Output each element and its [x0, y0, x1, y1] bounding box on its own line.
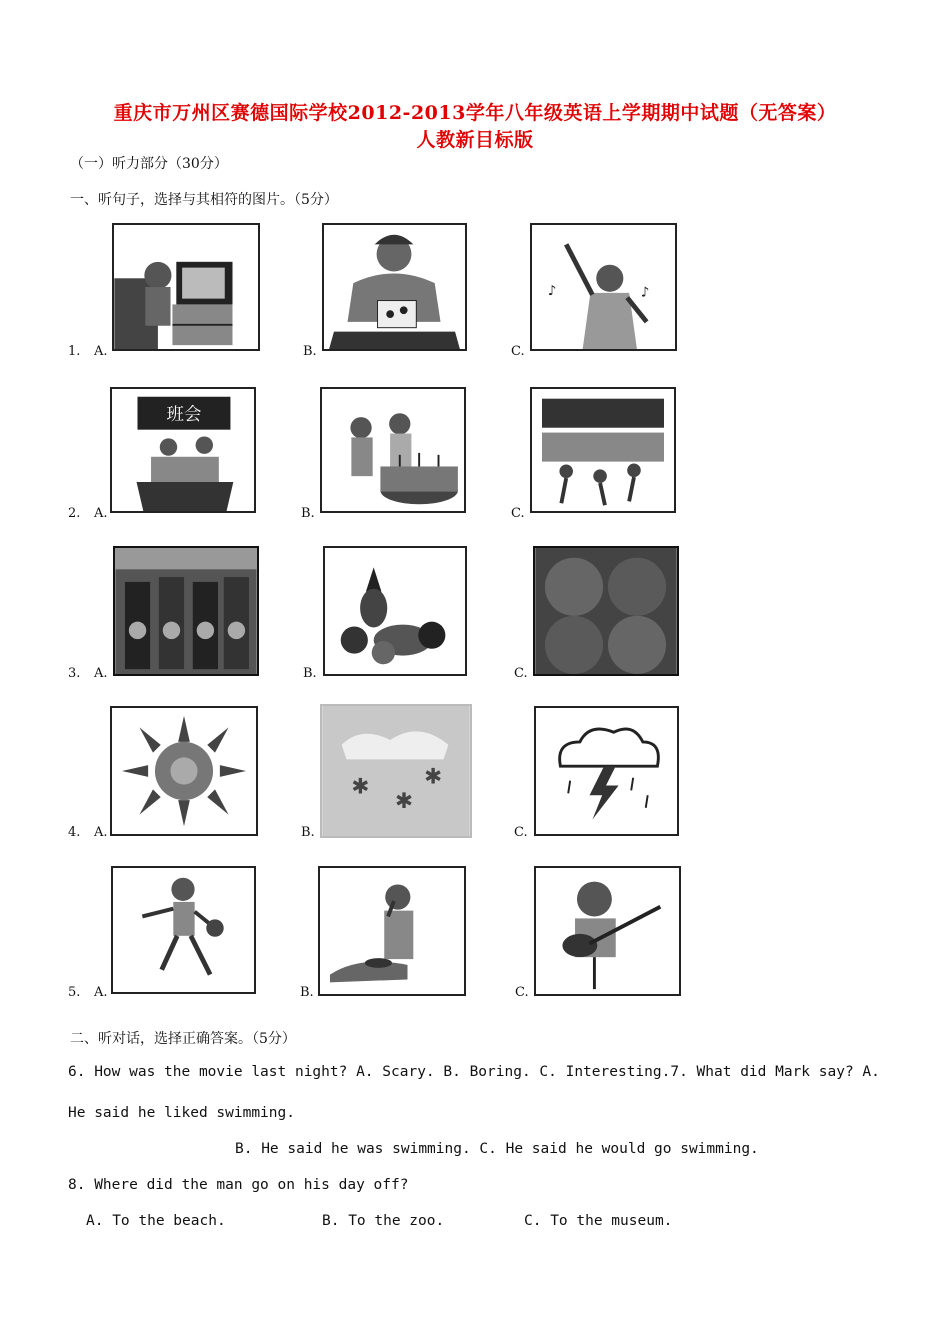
picture-4c: [534, 706, 679, 836]
part2-heading: 二、听对话，选择正确答案。（5分）: [70, 1031, 296, 1047]
picture-5b: [318, 866, 466, 996]
class-meeting-banner-text: 班会: [166, 404, 202, 425]
question-6-and-7: 6. How was the movie last night? A. Scary. B. Boring. C. Interesting.7. What did Mark say? A.: [68, 1064, 880, 1080]
row-4-option-b: B.: [301, 825, 315, 840]
picture-5c: [534, 866, 681, 996]
row-4-option-c: C.: [514, 825, 528, 840]
row-4-option-a: A.: [94, 825, 108, 840]
question-7-options-b-c: B. He said he was swimming. C. He said he would go swimming.: [235, 1141, 759, 1157]
picture-2a: [110, 387, 256, 513]
picture-2b: [320, 387, 466, 513]
svg-text:♪: ♪: [547, 282, 557, 299]
question-7-option-a: He said he liked swimming.: [68, 1105, 295, 1121]
row-5-option-b: B.: [300, 985, 314, 1000]
part1-heading: 一、听句子，选择与其相符的图片。（5分）: [70, 192, 338, 208]
section-listening: （一）听力部分（30分）: [70, 156, 228, 172]
question-8-option-a: A. To the beach.: [86, 1213, 226, 1229]
row-2-option-a: A.: [94, 506, 108, 521]
row-5-option-c: C.: [515, 985, 529, 1000]
svg-text:✱: ✱: [351, 774, 370, 800]
paper-title-line-2: 人教新目标版: [416, 129, 534, 151]
row-3-option-c: C.: [514, 666, 528, 681]
row-3-option-b: B.: [303, 666, 317, 681]
row-1-option-b: B.: [303, 344, 317, 359]
svg-text:♪: ♪: [640, 284, 650, 301]
picture-3b: [323, 546, 467, 676]
question-8-option-c: C. To the museum.: [524, 1213, 673, 1229]
question-8: 8. Where did the man go on his day off?: [68, 1177, 409, 1193]
svg-text:✱: ✱: [395, 788, 413, 814]
row-1-option-a: A.: [94, 344, 108, 359]
row-5-number: 5.: [68, 985, 81, 1000]
row-3-option-a: A.: [94, 666, 108, 681]
picture-5a: [111, 866, 256, 994]
question-8-option-b: B. To the zoo.: [322, 1213, 445, 1229]
row-5-option-a: A.: [94, 985, 108, 1000]
row-2-number: 2.: [68, 506, 81, 521]
row-2-option-c: C.: [511, 506, 525, 521]
paper-title-line-1: 重庆市万州区赛德国际学校2012-2013学年八年级英语上学期期中试题（无答案）: [113, 102, 837, 124]
row-2-option-b: B.: [301, 506, 315, 521]
picture-1b: [322, 223, 467, 351]
row-3-number: 3.: [68, 666, 81, 681]
picture-1a: [112, 223, 260, 351]
picture-4a: [110, 706, 258, 836]
row-1-option-c: C.: [511, 344, 525, 359]
picture-3a: [113, 546, 259, 676]
row-4-number: 4.: [68, 825, 81, 840]
picture-4b: [320, 704, 472, 838]
picture-3c: [533, 546, 679, 676]
picture-2c: [530, 387, 676, 513]
svg-text:✱: ✱: [424, 764, 443, 790]
row-1-number: 1.: [68, 344, 81, 359]
picture-1c: [530, 223, 677, 351]
